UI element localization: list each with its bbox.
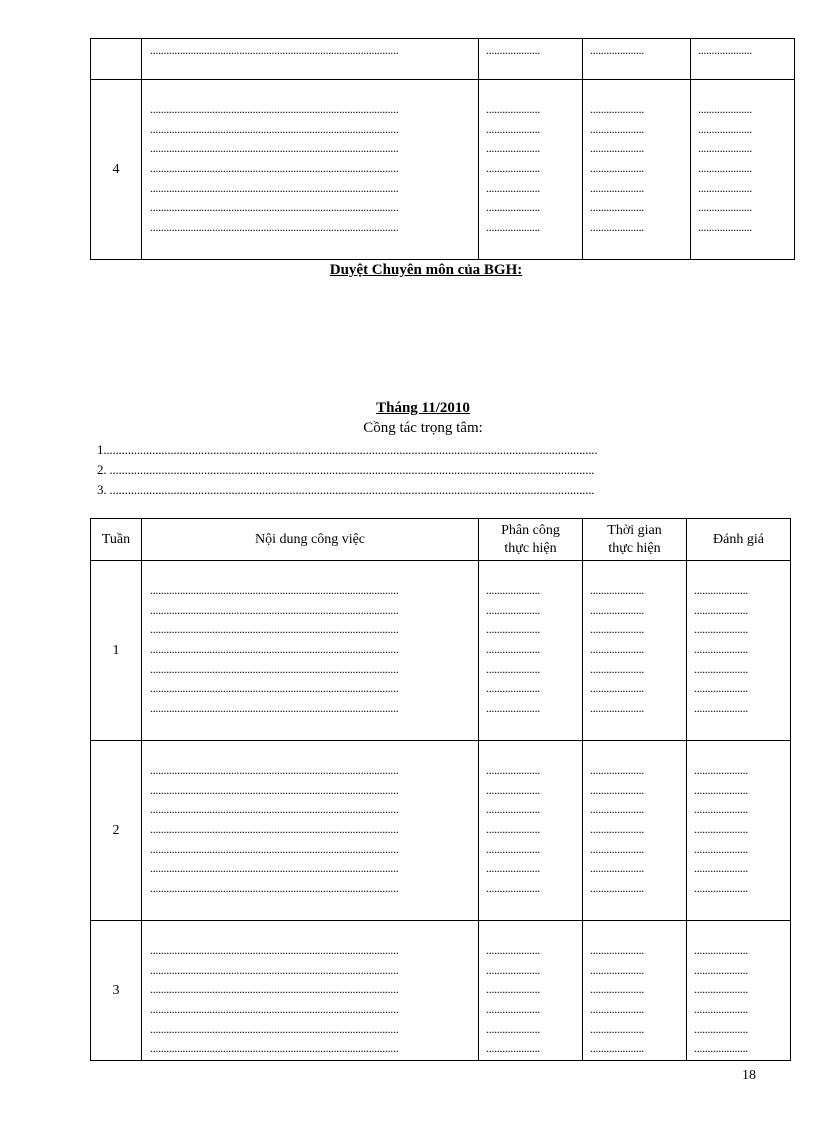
dotted-line: ............................................................................................ bbox=[150, 943, 399, 957]
dotted-line: .................... bbox=[590, 881, 645, 896]
dotted-line: .................... bbox=[694, 622, 749, 637]
header-time-line2: thực hiện bbox=[608, 540, 661, 556]
dotted-line: .................... bbox=[486, 1021, 541, 1036]
week-cell: 3 bbox=[91, 921, 142, 1061]
dotted-line: .................... bbox=[590, 822, 645, 837]
dotted-line: .................... bbox=[590, 1002, 645, 1017]
dotted-line: .................... bbox=[486, 802, 541, 817]
dotted-line: .................... bbox=[590, 161, 645, 176]
dotted-line: .................... bbox=[590, 200, 645, 215]
dotted-line: .................... bbox=[486, 161, 541, 176]
dotted-line: ............................................................................................ bbox=[150, 622, 399, 637]
dotted-line: .................... bbox=[486, 220, 541, 235]
dotted-line: .................... bbox=[694, 1021, 749, 1036]
dotted-line: ............................................................................................ bbox=[150, 1041, 399, 1056]
dotted-line: .................... bbox=[698, 220, 753, 235]
dotted-line: .................... bbox=[590, 763, 645, 777]
header-content: Nội dung công việc bbox=[142, 519, 479, 561]
header-assignment bbox=[479, 519, 583, 561]
focus-item-2: 2. ............................................................................................................................................................... bbox=[97, 462, 595, 477]
dotted-line: .................... bbox=[694, 681, 749, 696]
dotted-line: .................... bbox=[590, 121, 645, 136]
dotted-line: ............................................................................................ bbox=[150, 861, 399, 876]
dotted-line: .................... bbox=[694, 943, 749, 957]
dotted-line: .................... bbox=[698, 161, 753, 176]
dotted-line: ............................................................................................ bbox=[150, 763, 399, 777]
dotted-line: ............................................................................................ bbox=[150, 881, 399, 896]
dotted-line: .................... bbox=[698, 200, 753, 215]
dotted-line: .................... bbox=[694, 822, 749, 837]
dotted-line: .................... bbox=[590, 1041, 645, 1056]
content-cell bbox=[142, 561, 479, 741]
assignment-cell bbox=[479, 39, 583, 80]
time-cell bbox=[583, 741, 687, 921]
month-title: Tháng 11/2010 bbox=[376, 400, 470, 416]
time-cell bbox=[583, 80, 691, 260]
dotted-line: .................... bbox=[486, 1002, 541, 1017]
header-time-line1: Thời gian bbox=[607, 522, 662, 538]
table-row bbox=[91, 561, 791, 741]
dotted-line: .................... bbox=[590, 622, 645, 637]
content-cell bbox=[142, 39, 479, 80]
dotted-line: .................... bbox=[590, 642, 645, 657]
dotted-line: ............................................................................................ bbox=[150, 200, 399, 215]
dotted-line: .................... bbox=[698, 43, 753, 57]
dotted-line: ............................................................................................ bbox=[150, 220, 399, 235]
dotted-line: ............................................................................................ bbox=[150, 583, 399, 597]
approval-heading: Duyệt Chuyên môn của BGH: bbox=[329, 262, 523, 278]
dotted-line: .................... bbox=[590, 1021, 645, 1036]
dotted-line: .................... bbox=[590, 602, 645, 617]
dotted-line: ............................................................................................ bbox=[150, 841, 399, 856]
dotted-line: .................... bbox=[698, 180, 753, 195]
dotted-line: .................... bbox=[694, 802, 749, 817]
dotted-line: .................... bbox=[486, 43, 541, 57]
dotted-line: .................... bbox=[486, 982, 541, 997]
dotted-line: .................... bbox=[590, 102, 645, 116]
dotted-line: .................... bbox=[590, 583, 645, 597]
dotted-line: ............................................................................................ bbox=[150, 141, 399, 156]
dotted-line: ............................................................................................ bbox=[150, 661, 399, 676]
assignment-cell bbox=[479, 741, 583, 921]
dotted-line: .................... bbox=[590, 43, 645, 57]
dotted-line: .................... bbox=[486, 881, 541, 896]
dotted-line: ............................................................................................ bbox=[150, 782, 399, 797]
dotted-line: .................... bbox=[486, 701, 541, 716]
table-row bbox=[91, 39, 795, 80]
dotted-line: .................... bbox=[698, 102, 753, 116]
time-cell bbox=[583, 39, 691, 80]
dotted-line: ............................................................................................ bbox=[150, 43, 399, 57]
content-cell bbox=[142, 80, 479, 260]
dotted-line: .................... bbox=[486, 962, 541, 977]
work-plan-table bbox=[90, 518, 791, 1061]
dotted-line: .................... bbox=[694, 962, 749, 977]
content-cell bbox=[142, 741, 479, 921]
dotted-line: .................... bbox=[694, 841, 749, 856]
dotted-line: .................... bbox=[590, 962, 645, 977]
dotted-line: ............................................................................................ bbox=[150, 822, 399, 837]
table-row bbox=[91, 921, 791, 1061]
dotted-line: .................... bbox=[486, 782, 541, 797]
dotted-line: .................... bbox=[486, 180, 541, 195]
table-row bbox=[91, 80, 795, 260]
dotted-line: .................... bbox=[486, 681, 541, 696]
dotted-line: .................... bbox=[590, 180, 645, 195]
focus-item-3: 3. ............................................................................................................................................................... bbox=[97, 482, 595, 497]
evaluation-cell bbox=[691, 80, 795, 260]
dotted-line: .................... bbox=[486, 200, 541, 215]
dotted-line: .................... bbox=[486, 602, 541, 617]
assignment-cell bbox=[479, 80, 583, 260]
dotted-line: .................... bbox=[694, 763, 749, 777]
dotted-line: .................... bbox=[486, 642, 541, 657]
table-row bbox=[91, 741, 791, 921]
header-time bbox=[583, 519, 687, 561]
dotted-line: .................... bbox=[694, 701, 749, 716]
dotted-line: .................... bbox=[698, 121, 753, 136]
header-row bbox=[91, 519, 791, 561]
dotted-line: ............................................................................................ bbox=[150, 180, 399, 195]
dotted-line: ............................................................................................ bbox=[150, 982, 399, 997]
dotted-line: .................... bbox=[486, 583, 541, 597]
evaluation-cell bbox=[687, 741, 791, 921]
focus-subtitle: Cồng tác trọng tâm: bbox=[363, 420, 483, 436]
dotted-line: .................... bbox=[486, 822, 541, 837]
week-cell bbox=[91, 39, 142, 80]
week-cell: 1 bbox=[91, 561, 142, 741]
dotted-line: .................... bbox=[694, 583, 749, 597]
header-assignment-line1: Phân công bbox=[501, 522, 560, 538]
dotted-line: ............................................................................................ bbox=[150, 802, 399, 817]
dotted-line: ............................................................................................ bbox=[150, 642, 399, 657]
dotted-line: ............................................................................................ bbox=[150, 681, 399, 696]
dotted-line: ............................................................................................ bbox=[150, 701, 399, 716]
dotted-line: ............................................................................................ bbox=[150, 102, 399, 116]
focus-item-1: 1.................................................................................................................................................................. bbox=[97, 442, 598, 457]
dotted-line: .................... bbox=[698, 141, 753, 156]
dotted-line: .................... bbox=[486, 943, 541, 957]
dotted-line: .................... bbox=[590, 141, 645, 156]
dotted-line: .................... bbox=[486, 841, 541, 856]
header-assignment-line2: thực hiện bbox=[504, 540, 557, 556]
dotted-line: .................... bbox=[486, 102, 541, 116]
dotted-line: .................... bbox=[694, 1041, 749, 1056]
dotted-line: ............................................................................................ bbox=[150, 1002, 399, 1017]
dotted-line: .................... bbox=[694, 982, 749, 997]
dotted-line: .................... bbox=[590, 943, 645, 957]
dotted-line: .................... bbox=[694, 861, 749, 876]
dotted-line: .................... bbox=[590, 982, 645, 997]
dotted-line: .................... bbox=[486, 121, 541, 136]
dotted-line: .................... bbox=[694, 1002, 749, 1017]
dotted-line: .................... bbox=[486, 622, 541, 637]
assignment-cell bbox=[479, 561, 583, 741]
page-number: 18 bbox=[742, 1068, 756, 1083]
evaluation-cell bbox=[687, 921, 791, 1061]
dotted-line: .................... bbox=[590, 220, 645, 235]
dotted-line: .................... bbox=[486, 661, 541, 676]
dotted-line: .................... bbox=[486, 763, 541, 777]
dotted-line: .................... bbox=[486, 1041, 541, 1056]
dotted-line: ............................................................................................ bbox=[150, 161, 399, 176]
dotted-line: .................... bbox=[694, 642, 749, 657]
dotted-line: .................... bbox=[590, 802, 645, 817]
evaluation-cell bbox=[691, 39, 795, 80]
dotted-line: .................... bbox=[694, 782, 749, 797]
dotted-line: ............................................................................................ bbox=[150, 962, 399, 977]
dotted-line: ............................................................................................ bbox=[150, 121, 399, 136]
assignment-cell bbox=[479, 921, 583, 1061]
dotted-line: .................... bbox=[694, 881, 749, 896]
evaluation-cell bbox=[687, 561, 791, 741]
week-cell: 4 bbox=[91, 80, 142, 260]
header-evaluation: Đánh giá bbox=[687, 519, 791, 561]
previous-month-table bbox=[90, 38, 795, 260]
dotted-line: .................... bbox=[590, 681, 645, 696]
dotted-line: .................... bbox=[694, 661, 749, 676]
time-cell bbox=[583, 561, 687, 741]
dotted-line: ............................................................................................ bbox=[150, 1021, 399, 1036]
header-week: Tuần bbox=[91, 519, 142, 561]
dotted-line: .................... bbox=[590, 861, 645, 876]
dotted-line: .................... bbox=[694, 602, 749, 617]
dotted-line: .................... bbox=[486, 141, 541, 156]
time-cell bbox=[583, 921, 687, 1061]
week-cell: 2 bbox=[91, 741, 142, 921]
dotted-line: .................... bbox=[486, 861, 541, 876]
dotted-line: .................... bbox=[590, 841, 645, 856]
dotted-line: .................... bbox=[590, 661, 645, 676]
dotted-line: .................... bbox=[590, 782, 645, 797]
dotted-line: .................... bbox=[590, 701, 645, 716]
content-cell bbox=[142, 921, 479, 1061]
dotted-line: ............................................................................................ bbox=[150, 602, 399, 617]
